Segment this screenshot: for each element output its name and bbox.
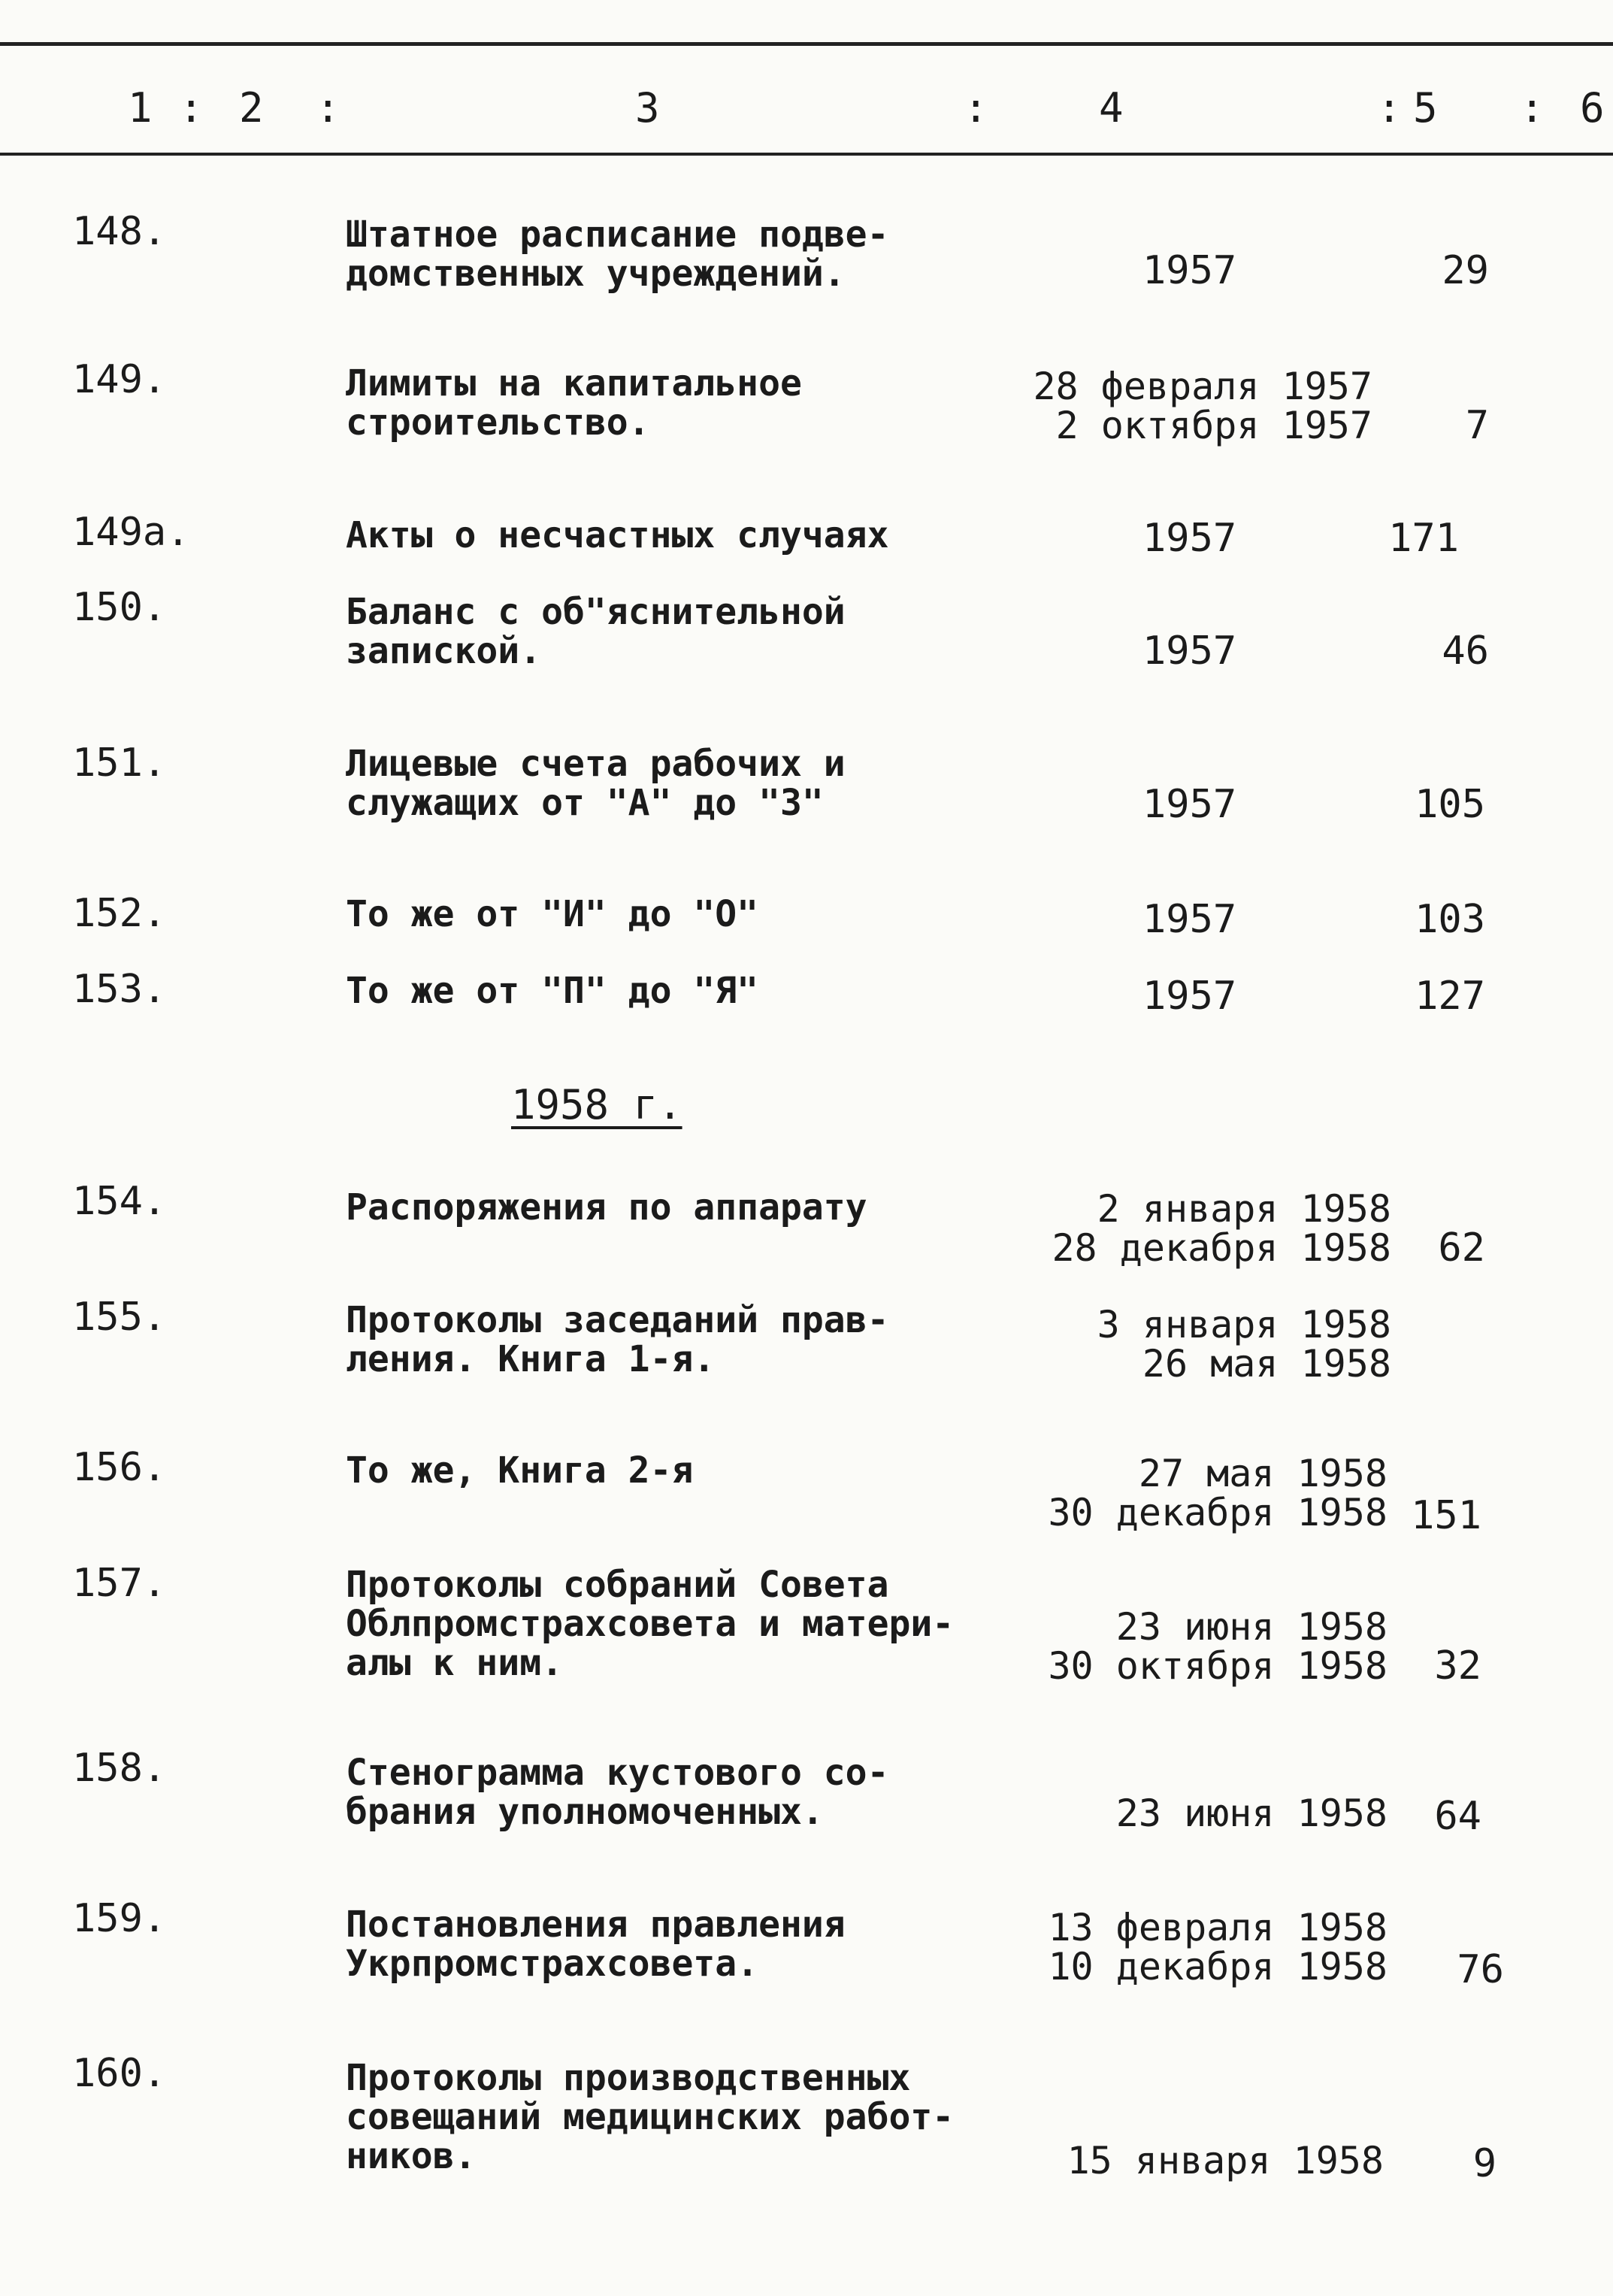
row-number: 156.	[72, 1445, 167, 1490]
row-sheet-count: 76	[1457, 1947, 1504, 1992]
year-section-heading: 1958 г.	[511, 1081, 682, 1128]
row-year: 1957	[1142, 629, 1237, 674]
row-date-range: 13 февраля 1958 10 декабря 1958	[1048, 1906, 1388, 1989]
row-sheet-count: 127	[1415, 974, 1485, 1019]
top-rule	[0, 42, 1613, 46]
row-number: 158.	[72, 1746, 167, 1791]
column-separator: :	[1520, 84, 1548, 132]
row-sheet-count: 9	[1472, 2141, 1496, 2186]
row-title: Акты о несчастных случаях	[346, 514, 889, 556]
row-year: 1957	[1142, 897, 1237, 942]
row-number: 149а.	[72, 510, 190, 555]
row-title: Лимиты на капитальное строительство.	[346, 362, 802, 444]
column-header-2: 2	[239, 84, 267, 132]
row-title: Постановления правления Укрпромстрахсовета.	[346, 1904, 846, 1985]
column-separator: :	[964, 84, 991, 132]
row-date-range: 23 июня 1958 30 октября 1958	[1048, 1605, 1388, 1688]
row-number: 153.	[72, 967, 167, 1012]
row-number: 155.	[72, 1295, 167, 1340]
row-number: 148.	[72, 209, 167, 254]
row-sheet-count: 29	[1442, 248, 1489, 293]
row-number: 157.	[72, 1561, 167, 1606]
row-date-range: 27 мая 1958 30 декабря 1958	[1048, 1452, 1388, 1534]
row-number: 160.	[72, 2051, 167, 2096]
row-year: 1957	[1142, 974, 1237, 1019]
row-sheet-count: 64	[1434, 1794, 1481, 1839]
row-date-range: 15 января 1958	[1067, 2139, 1384, 2182]
row-title: Протоколы заседаний прав- ления. Книга 1-я.	[346, 1299, 889, 1380]
row-date-range: 2 января 1958 28 декабря 1958	[1052, 1187, 1391, 1270]
column-separator: :	[1377, 84, 1405, 132]
row-date-range: 3 января 1958 26 мая 1958	[1097, 1303, 1391, 1386]
row-title: Протоколы собраний Совета Облпромстрахсовета и матери- алы к ним.	[346, 1564, 955, 1684]
row-sheet-count: 46	[1442, 629, 1489, 674]
row-title: Штатное расписание подве- домственных учреждений.	[346, 214, 889, 295]
column-header-6: 6	[1580, 84, 1608, 132]
row-sheet-count: 62	[1438, 1225, 1485, 1271]
row-sheet-count: 103	[1415, 897, 1485, 942]
row-year: 1957	[1142, 248, 1237, 293]
row-date-range: 28 февраля 1957 2 октября 1957	[1033, 365, 1372, 447]
row-title: Распоряжения по аппарату	[346, 1186, 867, 1228]
header-rule	[0, 153, 1613, 156]
row-year: 1957	[1142, 782, 1237, 827]
row-date-range: 23 июня 1958	[1115, 1792, 1388, 1835]
column-header-1: 1	[128, 84, 156, 132]
row-title: То же, Книга 2-я	[346, 1449, 694, 1492]
row-number: 159.	[72, 1896, 167, 1941]
row-title: То же от "И" до "О"	[346, 893, 759, 935]
row-sheet-count: 171	[1388, 516, 1459, 561]
row-sheet-count: 32	[1434, 1643, 1481, 1689]
column-header-5: 5	[1413, 84, 1441, 132]
row-sheet-count: 105	[1415, 782, 1485, 827]
row-number: 149.	[72, 357, 167, 402]
row-title: Баланс с об"яснительной запиской.	[346, 591, 846, 672]
row-number: 151.	[72, 741, 167, 786]
row-title: Стенограмма кустового со- брания уполномоченных.	[346, 1752, 889, 1833]
row-sheet-count: 151	[1411, 1493, 1481, 1538]
row-title: То же от "П" до "Я"	[346, 970, 759, 1012]
column-header-4: 4	[1099, 84, 1127, 132]
row-title: Лицевые счета рабочих и служащих от "А" до "З"	[346, 743, 846, 824]
row-number: 150.	[72, 585, 167, 630]
row-number: 152.	[72, 891, 167, 936]
row-year: 1957	[1142, 516, 1237, 561]
column-separator: :	[316, 84, 343, 132]
row-title: Протоколы производственных совещаний медицинских работ- ников.	[346, 2057, 955, 2177]
column-separator: :	[179, 84, 207, 132]
column-header-3: 3	[635, 84, 663, 132]
row-number: 154.	[72, 1179, 167, 1224]
row-sheet-count: 7	[1465, 403, 1489, 448]
